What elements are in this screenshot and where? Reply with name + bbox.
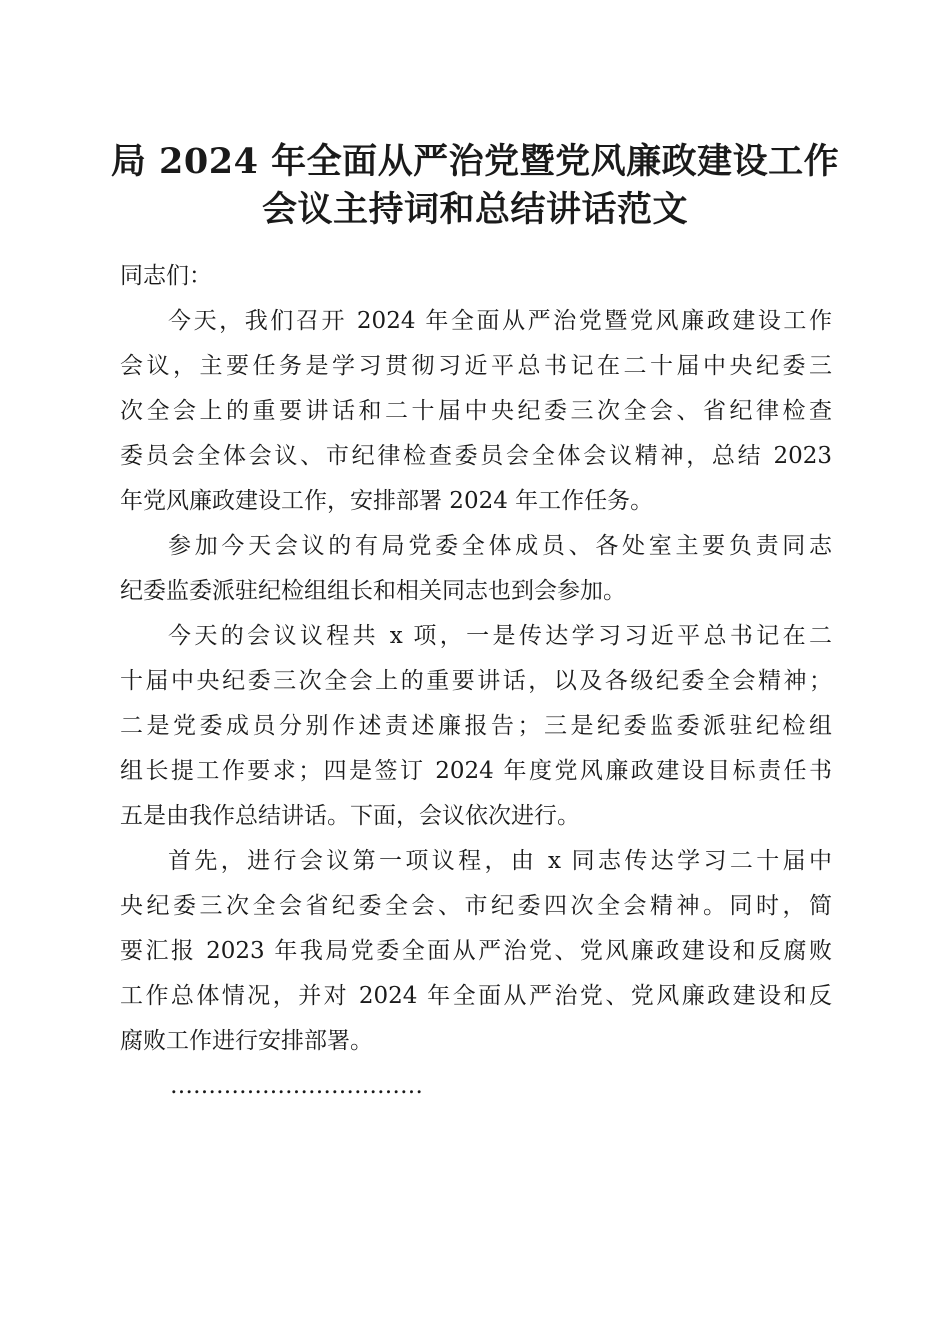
paragraph-line: 工作总体情况，并对 2024 年全面从严治党、党风廉政建设和反 [120,983,832,1009]
paragraph-line: 次全会上的重要讲话和二十届中央纪委三次全会、省纪律检查 [120,398,832,424]
paragraph-line: 首先，进行会议第一项议程，由 x 同志传达学习二十届中 [168,848,832,874]
paragraph-line: 二是党委成员分别作述责述廉报告；三是纪委监委派驻纪检组 [120,713,832,739]
paragraph-line: 参加今天会议的有局党委全体成员、各处室主要负责同志 [168,533,832,559]
document-body [120,254,832,1109]
document-title [100,138,850,234]
paragraph-opening [120,299,832,524]
paragraph-agenda [120,614,832,839]
paragraph-line: 纪委监委派驻纪检组组长和相关同志也到会参加。 [120,578,626,604]
paragraph-first-item [120,839,832,1064]
paragraph-line: 年党风廉政建设工作，安排部署 2024 年工作任务。 [120,488,654,514]
paragraph-line: 组长提工作要求；四是签订 2024 年度党风廉政建设目标责任书 [120,758,832,784]
paragraph-line: 腐败工作进行安排部署。 [120,1028,373,1054]
paragraph-attendees [120,524,832,614]
paragraph-line: 央纪委三次全会省纪委全会、市纪委四次全会精神。同时，简 [120,893,832,919]
title-line-2: 会议主持词和总结讲话范文 [261,189,688,230]
paragraph-line: 要汇报 2023 年我局党委全面从严治党、党风廉政建设和反腐败 [120,938,832,964]
title-line-1: 局 2024 年全面从严治党暨党风廉政建设工作 [110,141,840,182]
continuation-ellipsis: …………………………… [170,1073,423,1099]
paragraph-line: 今天的会议议程共 x 项，一是传达学习习近平总书记在二 [168,623,832,649]
paragraph-line: 委员会全体会议、市纪律检查委员会全体会议精神，总结 2023 [120,443,832,469]
greeting: 同志们： [120,263,212,289]
paragraph-line: 今天，我们召开 2024 年全面从严治党暨党风廉政建设工作 [168,308,832,334]
paragraph-line: 五是由我作总结讲话。下面，会议依次进行。 [120,803,580,829]
paragraph-line: 十届中央纪委三次全会上的重要讲话，以及各级纪委全会精神； [120,668,832,694]
paragraph-line: 会议，主要任务是学习贯彻习近平总书记在二十届中央纪委三 [120,353,832,379]
